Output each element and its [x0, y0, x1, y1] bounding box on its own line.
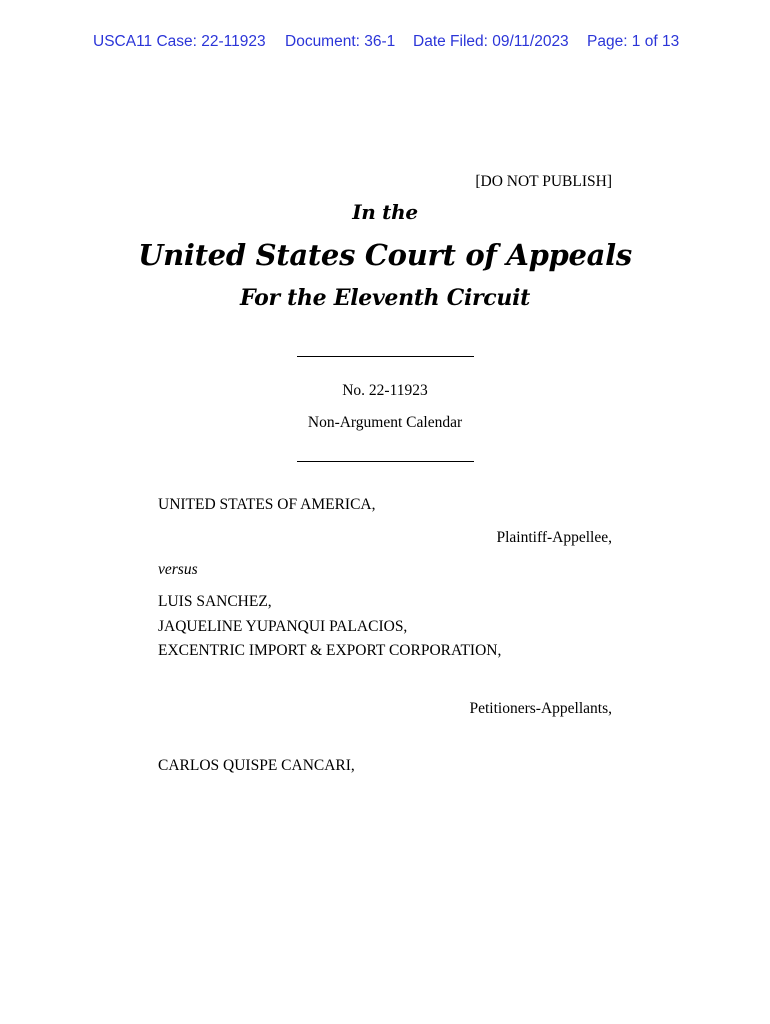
calendar-type: Non-Argument Calendar [307, 414, 463, 431]
publish-notice: [DO NOT PUBLISH] [475, 173, 612, 190]
divider-bottom [297, 461, 474, 462]
versus-label: versus [158, 561, 198, 578]
petitioner-3: EXCENTRIC IMPORT & EXPORT CORPORATION, [158, 642, 502, 659]
date-filed-stamp: Date Filed: 09/11/2023 [413, 33, 569, 50]
additional-party: CARLOS QUISPE CANCARI, [158, 757, 355, 774]
court-circuit: For the Eleventh Circuit [239, 285, 531, 311]
filing-stamp-header [0, 33, 770, 53]
petitioner-1: LUIS SANCHEZ, [158, 593, 272, 610]
divider-top [297, 356, 474, 357]
case-number-stamp: USCA11 Case: 22-11923 [93, 33, 266, 50]
case-number: No. 22-11923 [342, 382, 428, 399]
plaintiff-role: Plaintiff-Appellee, [496, 529, 612, 546]
court-name: United States Court of Appeals [138, 238, 632, 272]
page-count-stamp: Page: 1 of 13 [587, 33, 680, 50]
petitioner-2: JAQUELINE YUPANQUI PALACIOS, [158, 618, 408, 635]
petitioners-role: Petitioners-Appellants, [469, 700, 612, 717]
document-number-stamp: Document: 36-1 [285, 33, 396, 50]
court-heading-in-the: In the [352, 200, 418, 224]
plaintiff-name: UNITED STATES OF AMERICA, [158, 496, 376, 513]
